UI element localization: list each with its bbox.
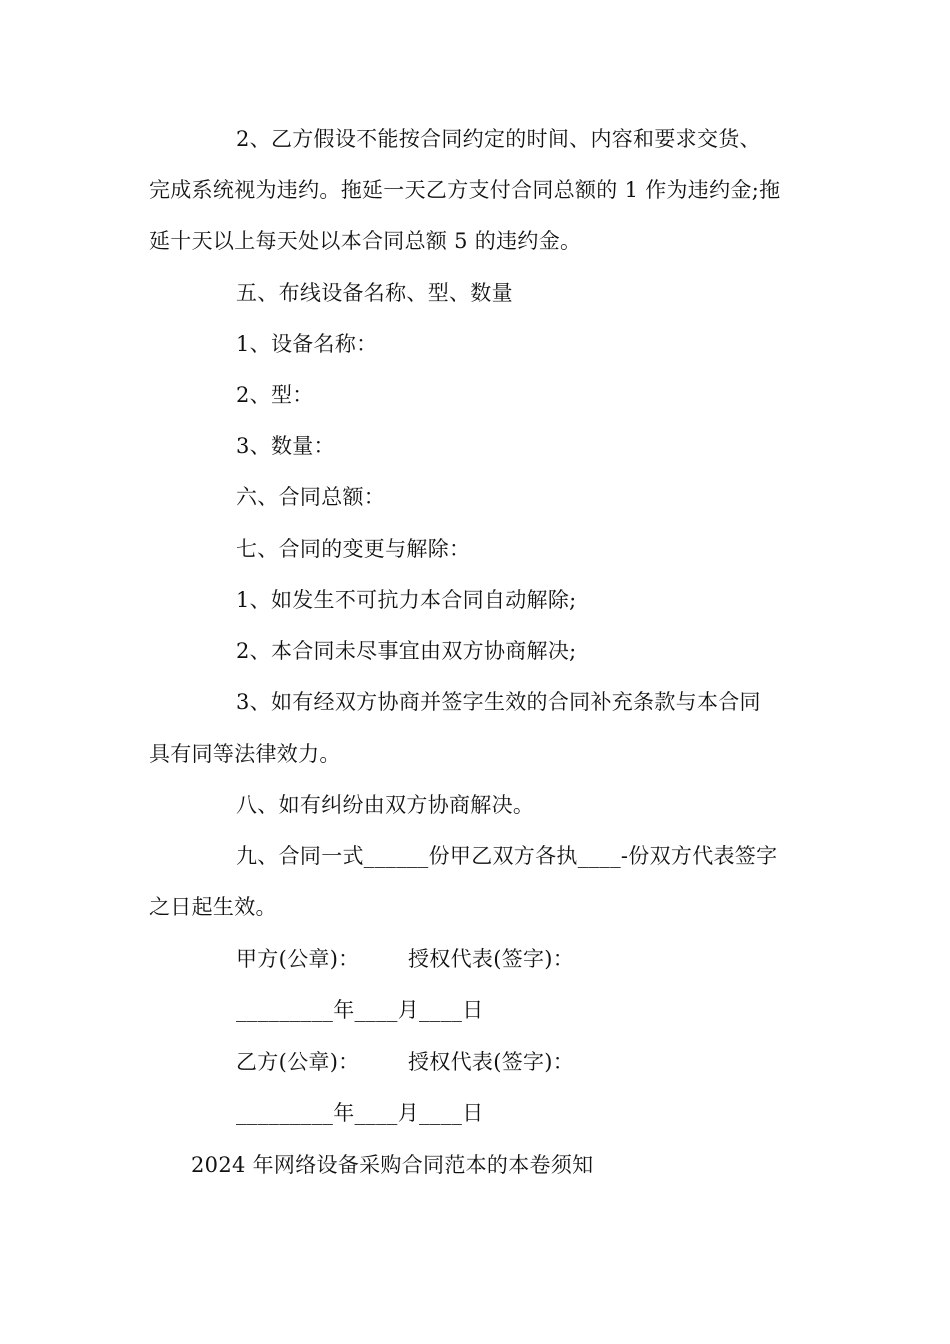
section-6-heading: 六、合同总额：: [236, 485, 386, 509]
section-9-line-1: 九、合同一式______份甲乙双方各执____-份双方代表签字: [236, 844, 778, 868]
clause-4-item-2-line-3: 延十天以上每天处以本合同总额 5 的违约金。: [149, 229, 582, 253]
party-b-date-line: _________年____月____日: [236, 1101, 484, 1125]
party-a-date-line: _________年____月____日: [236, 998, 484, 1022]
section-8-text: 八、如有纠纷由双方协商解决。: [236, 793, 535, 817]
clause-4-item-2-line-1: 2、乙方假设不能按合同约定的时间、内容和要求交货、: [236, 127, 761, 151]
party-a-rep-label: 授权代表(签字)：: [408, 947, 575, 971]
clause-4-item-2-line-2: 完成系统视为违约。拖延一天乙方支付合同总额的 1 作为违约金;拖: [149, 178, 781, 202]
party-b-rep-label: 授权代表(签字)：: [408, 1050, 575, 1074]
section-7-item-3-line-1: 3、如有经双方协商并签字生效的合同补充条款与本合同: [236, 690, 761, 714]
footer-title: 2024 年网络设备采购合同范本的本卷须知: [191, 1153, 594, 1177]
section-5-item-1: 1、设备名称：: [236, 332, 378, 356]
section-9-line-2: 之日起生效。: [149, 895, 277, 919]
section-5-item-3: 3、数量：: [236, 434, 335, 458]
party-a-seal-label: 甲方(公章)：: [236, 947, 360, 971]
section-5-heading: 五、布线设备名称、型、数量: [236, 281, 513, 305]
party-b-seal-label: 乙方(公章)：: [236, 1050, 360, 1074]
section-7-item-2: 2、本合同未尽事宜由双方协商解决;: [236, 639, 577, 663]
section-7-item-1: 1、如发生不可抗力本合同自动解除;: [236, 588, 577, 612]
section-5-item-2: 2、型：: [236, 383, 314, 407]
section-7-heading: 七、合同的变更与解除：: [236, 537, 471, 561]
section-7-item-3-line-2: 具有同等法律效力。: [149, 742, 341, 766]
